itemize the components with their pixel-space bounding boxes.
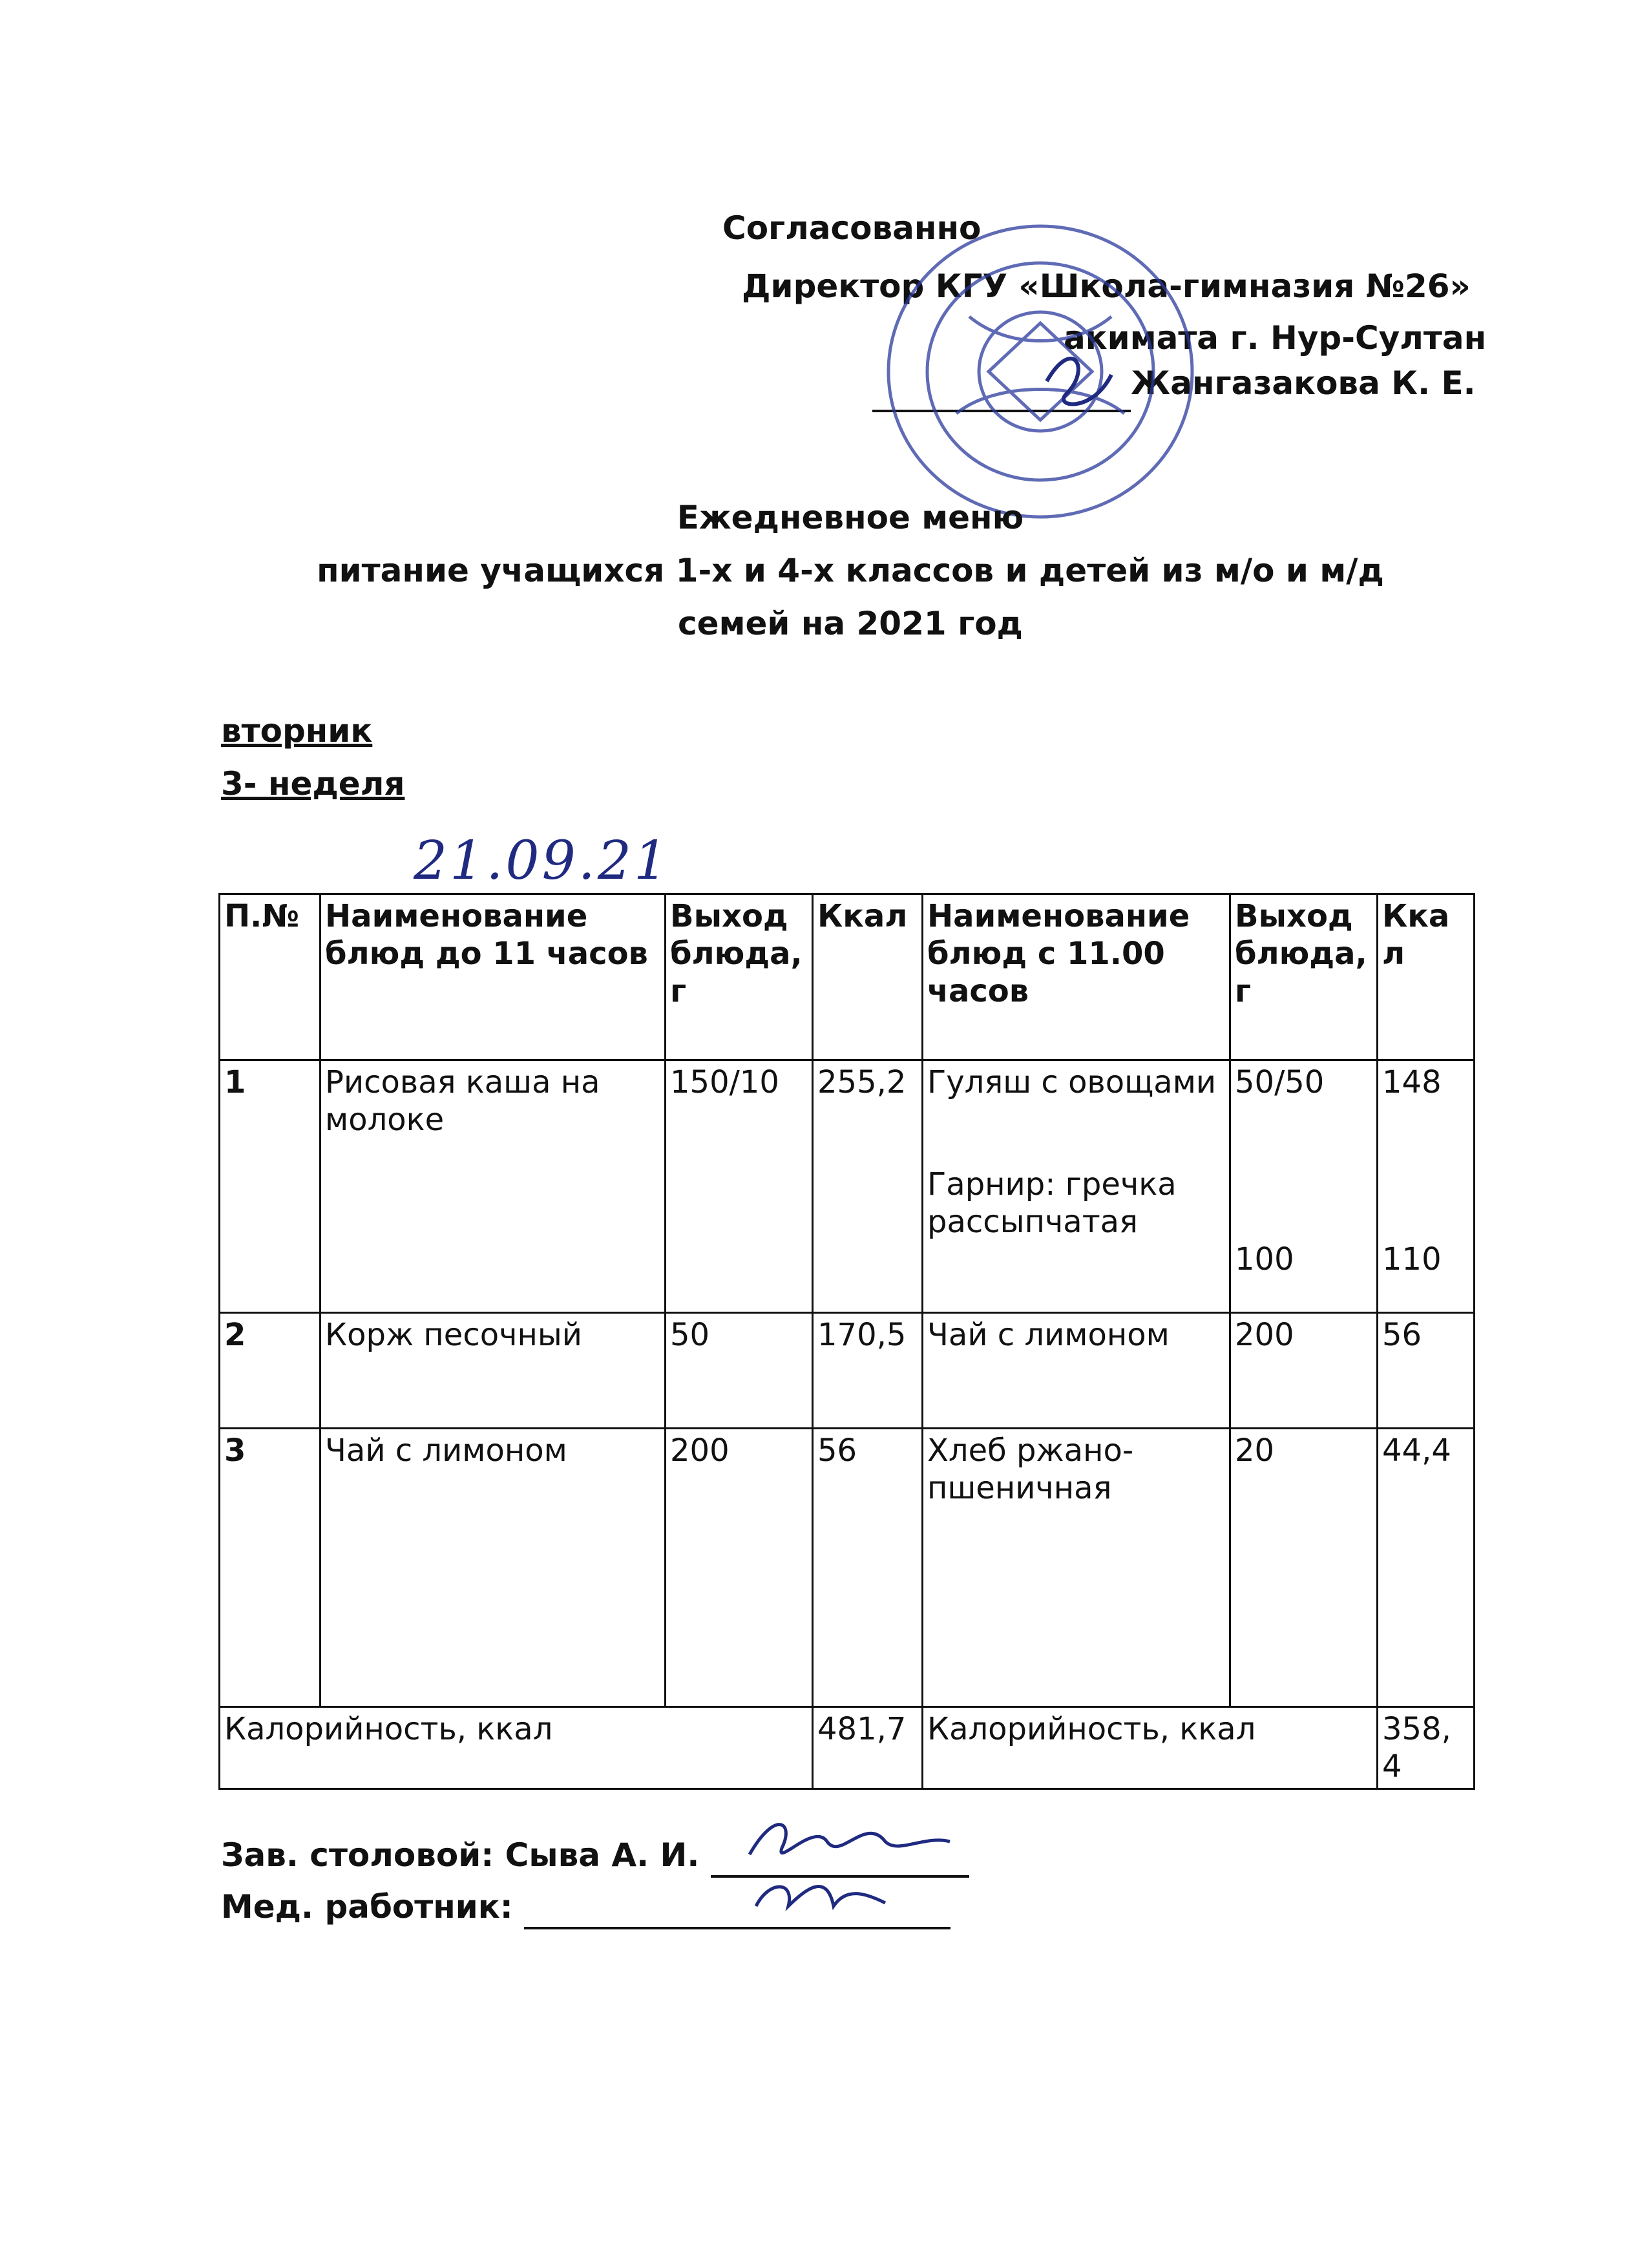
row-num: 3 <box>220 1429 320 1707</box>
row-kcal-after <box>1378 1060 1475 1313</box>
handwritten-date: 21.09.21 <box>414 830 671 892</box>
day-of-week: вторник <box>221 712 373 750</box>
week-number: 3- неделя <box>221 765 405 803</box>
total-label-after: Калорийность, ккал <box>923 1707 1378 1789</box>
table-row <box>220 1060 1475 1313</box>
header-yield-after: Выход блюда, г <box>1230 894 1378 1060</box>
row-num: 2 <box>220 1313 320 1429</box>
row-name-after: Хлеб ржано-пшеничная <box>923 1429 1230 1707</box>
row-yield-after: 20 <box>1230 1429 1378 1707</box>
menu-subtitle: питание учащихся 1-х и 4-х классов и детей из м/о и м/д <box>317 552 1384 589</box>
total-label-before: Калорийность, ккал <box>220 1707 813 1789</box>
row-kcal-after: 56 <box>1378 1313 1475 1429</box>
approval-agreed: Согласованно <box>722 209 982 247</box>
dish-main-kcal: 148 <box>1382 1064 1442 1100</box>
table-total-row <box>220 1707 1475 1789</box>
table-header-row <box>220 894 1475 1060</box>
header-name-before: Наименование блюд до 11 часов <box>320 894 666 1060</box>
dish-main-yield: 50/50 <box>1235 1064 1325 1100</box>
dish-garnish-kcal: 110 <box>1382 1241 1442 1277</box>
dish-garnish: Гарнир: гречка рассыпчатая <box>927 1166 1177 1240</box>
row-kcal-before: 170,5 <box>813 1313 923 1429</box>
row-name-after: Чай с лимоном <box>923 1313 1230 1429</box>
total-value-after: 358,4 <box>1378 1707 1475 1789</box>
total-value-before: 481,7 <box>813 1707 923 1789</box>
row-yield-before: 50 <box>666 1313 813 1429</box>
row-yield-after <box>1230 1060 1378 1313</box>
row-kcal-before: 56 <box>813 1429 923 1707</box>
row-yield-after: 200 <box>1230 1313 1378 1429</box>
menu-title: Ежедневное меню <box>677 499 1024 536</box>
approval-director: Директор КГУ «Школа-гимназия №26» <box>742 268 1471 305</box>
medic-label: Мед. работник: <box>221 1888 513 1926</box>
row-yield-before: 200 <box>666 1429 813 1707</box>
row-num: 1 <box>220 1060 320 1313</box>
row-kcal-before: 255,2 <box>813 1060 923 1313</box>
row-name-before: Чай с лимоном <box>320 1429 666 1707</box>
official-stamp-icon <box>879 220 1202 523</box>
header-kcal-before: Ккал <box>813 894 923 1060</box>
row-name-before: Рисовая каша на молоке <box>320 1060 666 1313</box>
row-name-after <box>923 1060 1230 1313</box>
menu-year: семей на 2021 год <box>678 605 1023 642</box>
dish-garnish-yield: 100 <box>1235 1241 1294 1277</box>
canteen-head-label: Зав. столовой: Сыва А. И. <box>221 1836 700 1874</box>
header-kcal-after: Ккал <box>1378 894 1475 1060</box>
row-name-before: Корж песочный <box>320 1313 666 1429</box>
table-row <box>220 1429 1475 1707</box>
table-row <box>220 1313 1475 1429</box>
dish-main: Гуляш с овощами <box>927 1064 1217 1100</box>
header-yield-before: Выход блюда, г <box>666 894 813 1060</box>
menu-table <box>218 893 1475 1790</box>
row-kcal-after: 44,4 <box>1378 1429 1475 1707</box>
row-yield-before: 150/10 <box>666 1060 813 1313</box>
header-num: П.№ <box>220 894 320 1060</box>
approval-akimat: акимата г. Нур-Султан <box>1064 319 1487 357</box>
approval-name: Жангазакова К. Е. <box>1131 364 1476 402</box>
signature-scribble-icon <box>737 1796 956 1926</box>
header-name-after: Наименование блюд с 11.00 часов <box>923 894 1230 1060</box>
